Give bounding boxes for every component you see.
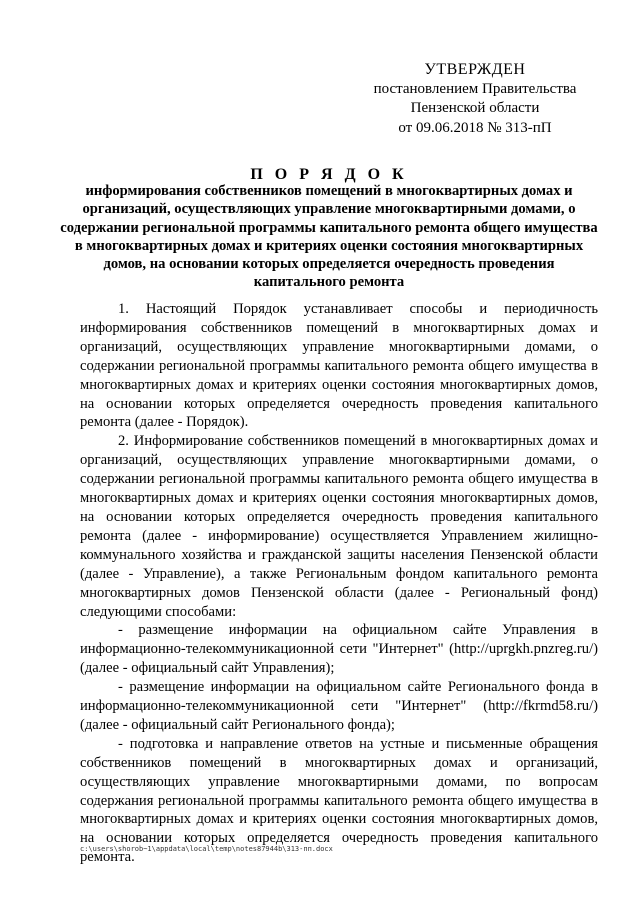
list-item-fund-site: - размещение информации на официальном сайте Регионального фонда в информационно-телекоммуникационной сети "Интернет" (http://fkrmd58.ru/) (далее - официальный сайт Регионального фонда); <box>80 679 598 733</box>
paragraph-2: 2. Информирование собственников помещений в многоквартирных домах и организаций, осуществляющих управление многоквартирными домами, о содержании региональной программы капитального ремонта общего имущества в многоквартирных домах и критериях оценки состояния многоквартирных домов, на основании которых определяется очередность проведения капитального ремонта (далее - информирование) осуществляется Управлением жилищно-коммунального хозяйства и гражданской защиты населения Пензенской области (далее - Управление), а также Региональным фондом капитального ремонта многоквартирных домов Пензенской области (далее - Региональный фонд) следующими способами: <box>80 433 598 620</box>
list-item-responses: - подготовка и направление ответов на устные и письменные обращения собственников помещений в многоквартирных домах и организаций, осуществляющих управление многоквартирными домами, по вопросам содержания региональной программы капитального ремонта общего имущества в многоквартирных домах и критериях оценки состояния многоквартирных домов, на основании которых определяется очередность проведения капитального ремонта. <box>80 735 598 866</box>
paragraph-1: 1. Настоящий Порядок устанавливает способы и периодичность информирования собственников помещений в многоквартирных домах и организаций, осуществляющих управление многоквартирными домами, о содержании региональной программы капитального ремонта общего имущества в многоквартирных домах и критериях оценки состояния многоквартирных домов, на основании которых определяется очередность проведения капитального ремонта (далее - Порядок). <box>80 301 598 431</box>
file-path-footer: c:\users\shorob~1\appdata\local\temp\notes87944b\313-пп.docx <box>80 845 333 853</box>
approval-line-decree: постановлением Правительства <box>373 80 577 97</box>
approval-heading: УТВЕРЖДЕН <box>424 61 526 78</box>
approval-stamp <box>360 60 590 138</box>
document-body <box>80 300 598 867</box>
approval-line-date: от 09.06.2018 № 313-пП <box>398 119 552 136</box>
approval-line-region: Пензенской области <box>410 100 540 116</box>
document-subtitle: информирования собственников помещений в многоквартирных домах и организаций, осуществляющих управление многоквартирными домами, о содержании региональной программы капитального ремонта общего имущества в многоквартирных домах и критериях оценки состояния многоквартирных домов, на основании которых определяется очередность проведения капитального ремонта <box>60 183 598 291</box>
document-title: П О Р Я Д О К <box>250 166 408 183</box>
list-item-official-site: - размещение информации на официальном сайте Управления в информационно-телекоммуникационной сети "Интернет" (http://uprgkh.pnzreg.ru/) (далее - официальный сайт Управления); <box>80 622 598 677</box>
